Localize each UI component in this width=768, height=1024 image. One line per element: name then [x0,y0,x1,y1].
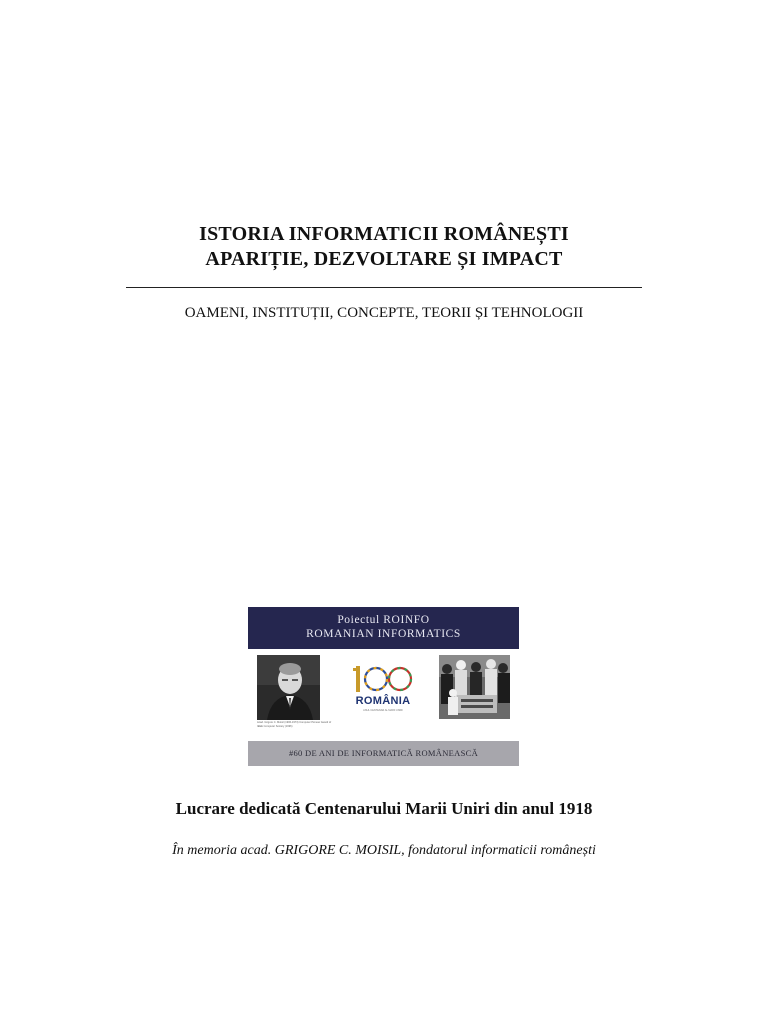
document-subtitle: OAMENI, INSTITUȚII, CONCEPTE, TEORII ȘI TEHNOLOGII [184,305,584,321]
group-photo-image [439,655,510,719]
logo-wordmark: ROMÂNIA [355,695,411,707]
logo-subtext: ANUL CENTENAR AL MARII UNIRI [363,709,403,712]
banner-header [248,607,519,649]
centenary-100-mark [346,662,420,696]
portrait-photo-image [257,655,320,720]
banner-header-line-2: ROMANIAN INFORMATICS [306,628,461,640]
project-banner [248,607,519,766]
portrait-caption: Acad. Grigore C. Moisil (1906-1973) Computer Pioneer Award of IEEE Computer Society (1996) [257,721,332,728]
title-divider [126,287,642,288]
title-line-2: APARIȚIE, DEZVOLTARE ȘI IMPACT [205,248,563,270]
banner-header-line-1: Poiectul ROINFO [337,614,430,626]
romania-100-logo [346,662,420,722]
title-line-1: ISTORIA INFORMATICII ROMÂNEȘTI [199,223,569,245]
group-photo [439,655,510,719]
dedication-line: Lucrare dedicată Centenarului Marii Uniri din anul 1918 [175,799,593,818]
portrait-photo [257,655,320,720]
banner-footer: #60 DE ANI DE INFORMATICĂ ROMÂNEASCĂ [248,741,519,766]
document-title [0,222,768,272]
in-memoriam-line: În memoria acad. GRIGORE C. MOISIL, fondatorul informaticii românești [172,843,596,858]
